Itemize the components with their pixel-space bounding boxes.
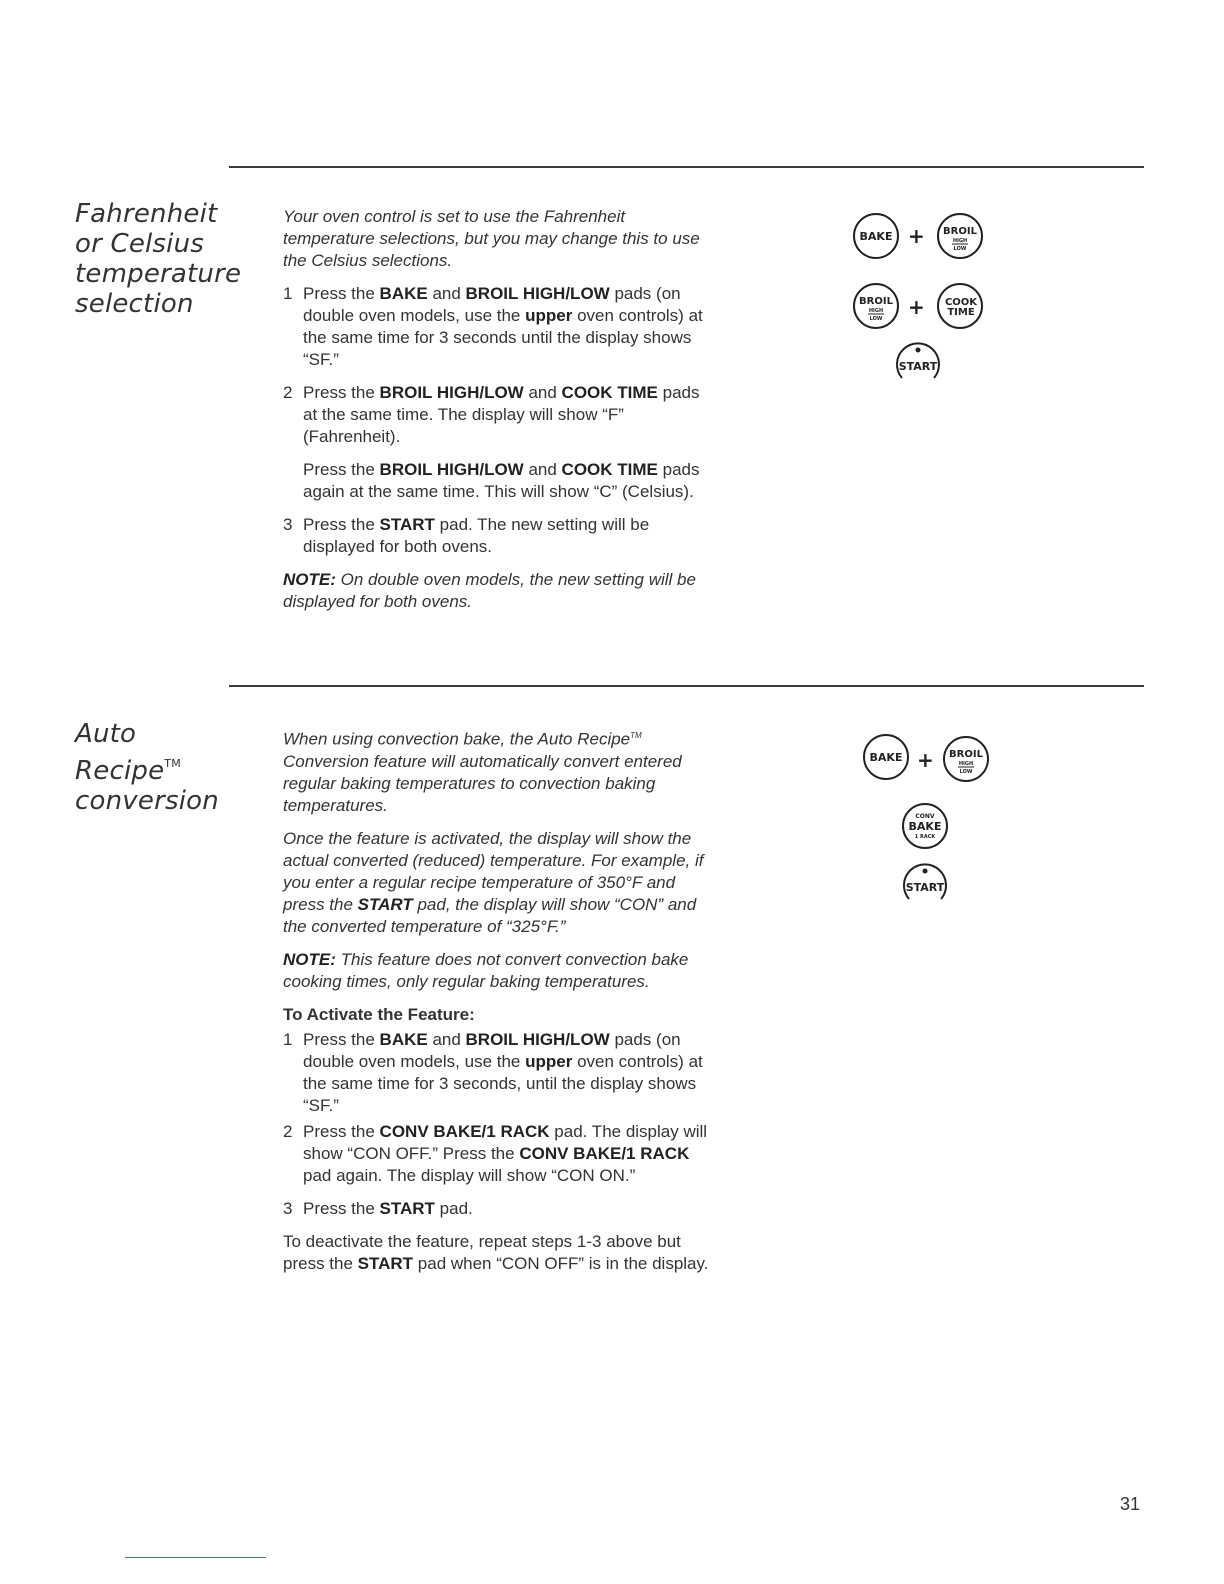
section-body-auto-recipe-conversion	[283, 725, 713, 1286]
section-divider-top	[229, 166, 1144, 168]
broil-high-low-pad-icon	[935, 211, 985, 261]
step-1: 1 Press the BAKE and BROIL HIGH/LOW pads (on double oven models, use the upper oven controls) at the same time for 3 seconds until the display shows “SF.”	[283, 284, 703, 369]
step-2: 2 Press the BROIL HIGH/LOW and COOK TIME pads at the same time. The display will show “F” (Fahrenheit). Press the BROIL HIGH/LOW and COOK TIME pads again at the same time. This will show “C” (Celsius).	[283, 382, 713, 503]
svg-text:HIGH: HIGH	[958, 761, 974, 767]
step-2-continued: Press the BROIL HIGH/LOW and COOK TIME pads again at the same time. This will show “C” (Celsius).	[303, 460, 700, 501]
start-pad-icon	[893, 340, 943, 390]
svg-text:HIGH: HIGH	[868, 308, 884, 314]
section-divider-middle	[229, 685, 1144, 687]
activate-heading: To Activate the Feature:	[283, 1004, 475, 1024]
svg-text:BAKE: BAKE	[859, 230, 893, 243]
svg-text:BROIL: BROIL	[943, 226, 977, 237]
intro-paragraph-2: Once the feature is activated, the display will show the actual converted (reduced) temperature. For example, if you enter a regular recipe temperature of 350°F and press the START pad, the display will show “CON” and the converted temperature of “325°F.”	[283, 828, 704, 936]
page-number: 31	[1120, 1494, 1141, 1514]
plus-sign: +	[908, 295, 925, 319]
svg-text:HIGH: HIGH	[952, 238, 968, 244]
svg-text:LOW: LOW	[869, 316, 883, 322]
step-3: 3 Press the START pad.	[283, 1198, 473, 1218]
svg-text:BROIL: BROIL	[949, 749, 983, 760]
cook-time-pad-icon	[935, 281, 985, 331]
section-title-fahrenheit-celsius: Fahrenheit or Celsius temperature selection	[75, 199, 242, 319]
steps-list	[283, 283, 713, 558]
svg-text:COOK: COOK	[944, 297, 978, 308]
svg-text:START: START	[898, 360, 938, 373]
conv-bake-1-rack-pad-icon	[900, 801, 950, 851]
svg-text:START: START	[905, 881, 945, 894]
svg-text:1 RACK: 1 RACK	[914, 834, 936, 840]
note: NOTE: On double oven models, the new setting will be displayed for both ovens.	[283, 570, 696, 611]
svg-text:LOW: LOW	[959, 769, 973, 775]
bake-pad-icon	[861, 732, 911, 782]
svg-text:TIME: TIME	[947, 307, 975, 318]
intro-paragraph: Your oven control is set to use the Fahrenheit temperature selections, but you may change this to use the Celsius selections.	[283, 207, 700, 270]
section-body-fahrenheit-celsius	[283, 206, 713, 624]
svg-text:BAKE: BAKE	[908, 820, 942, 833]
broil-high-low-pad-icon	[941, 734, 991, 784]
svg-text:LOW: LOW	[953, 246, 967, 252]
step-1: 1 Press the BAKE and BROIL HIGH/LOW pads (on double oven models, use the upper oven controls) at the same time for 3 seconds, until the display shows “SF.”	[283, 1029, 703, 1115]
section-title-auto-recipe-conversion: Auto Recipe™ conversion	[75, 719, 219, 816]
deactivate-paragraph: To deactivate the feature, repeat steps 1-3 above but press the START pad when “CON OFF” is in the display.	[283, 1231, 709, 1273]
note: NOTE: This feature does not convert convection bake cooking times, only regular baking temperatures.	[283, 949, 689, 991]
svg-text:BROIL: BROIL	[859, 296, 893, 307]
step-2: 2 Press the CONV BAKE/1 RACK pad. The display will show “CON OFF.” Press the CONV BAKE/1 RACK pad again. The display will show “CON ON.”	[283, 1121, 708, 1185]
plus-sign: +	[917, 748, 934, 772]
bake-pad-icon	[851, 211, 901, 261]
svg-text:BAKE: BAKE	[869, 751, 903, 764]
svg-text:CONV: CONV	[915, 813, 935, 820]
start-pad-icon	[900, 861, 950, 911]
plus-sign: +	[908, 224, 925, 248]
steps-list	[283, 1029, 713, 1220]
footer-link-underline	[125, 1557, 266, 1558]
step-3: 3 Press the START pad. The new setting will be displayed for both ovens.	[283, 515, 650, 556]
intro-paragraph-1: When using convection bake, the Auto Recipe™ Conversion feature will automatically convert entered regular baking temperatures to convection baking temperatures.	[283, 729, 682, 815]
broil-high-low-pad-icon	[851, 281, 901, 331]
